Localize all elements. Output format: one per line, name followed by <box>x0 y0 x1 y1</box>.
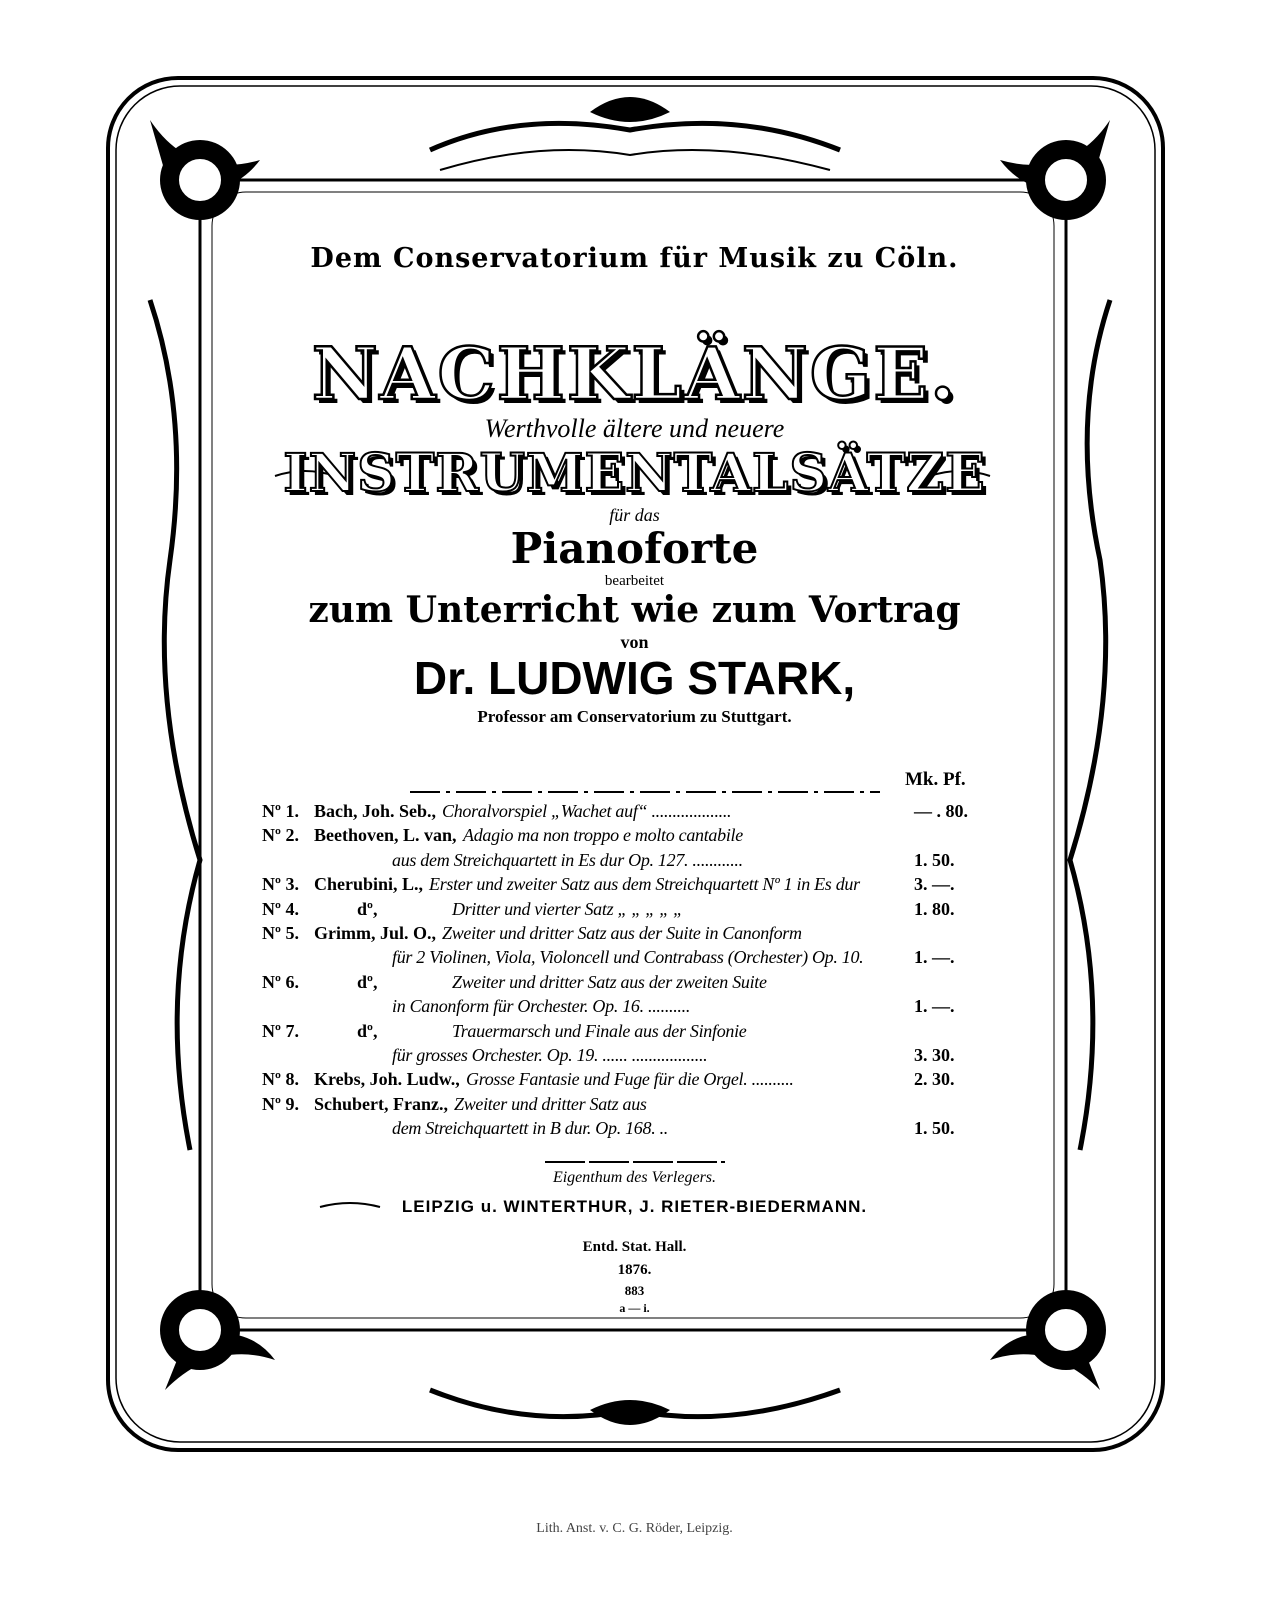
plate-number: 883 <box>624 1283 645 1298</box>
title: NACHKLÄNGE. <box>311 331 958 416</box>
work-title: Grosse Fantasie und Fuge für die Orgel. .......... <box>466 1069 794 1090</box>
work-number: Nº 6. <box>262 971 299 992</box>
work-row <box>262 873 982 897</box>
work-number: Nº 9. <box>262 1093 299 1114</box>
work-row <box>262 1044 982 1068</box>
work-composer: dº, <box>357 971 378 992</box>
work-composer: Grimm, Jul. O., <box>314 923 436 943</box>
work-price: 1. —. <box>914 947 955 968</box>
work-title: Trauermarsch und Finale aus der Sinfonie <box>452 1020 747 1041</box>
work-composer: dº, <box>357 1020 378 1041</box>
plate-sub: a — i. <box>619 1301 650 1315</box>
work-row <box>262 898 982 922</box>
subtitle: Werthvolle ältere und neuere <box>484 414 785 443</box>
author-title: Professor am Conservatorium zu Stuttgart. <box>477 707 792 726</box>
work-number: Nº 1. <box>262 801 299 821</box>
work-title: dem Streichquartett in B dur. Op. 168. .. <box>392 1118 669 1139</box>
work-row <box>262 995 982 1019</box>
work-title: Zweiter und dritter Satz aus der zweiten Suite <box>452 971 767 992</box>
year: 1876. <box>617 1262 652 1278</box>
work-row <box>262 1093 982 1117</box>
author: Dr. LUDWIG STARK, <box>413 652 856 704</box>
work-composer: Bach, Joh. Seb., <box>314 801 437 821</box>
work-price: — . 80. <box>914 801 968 821</box>
work-price: 1. 50. <box>914 1118 955 1139</box>
work-composer: Cherubini, L., <box>314 874 424 895</box>
dedication: Dem Conservatorium für Musik zu Cöln. <box>310 243 959 274</box>
price-header: Mk. Pf. <box>905 769 966 790</box>
work-title: Zweiter und dritter Satz aus <box>454 1093 647 1114</box>
work-row <box>262 922 982 946</box>
work-title: für grosses Orchester. Op. 19. ...... .................. <box>392 1045 708 1065</box>
work-title: in Canonform für Orchester. Op. 16. .......... <box>392 996 691 1017</box>
work-row <box>262 849 982 873</box>
purpose: zum Unterricht wie zum Vortrag <box>308 589 961 631</box>
work-composer: Krebs, Joh. Ludw., <box>314 1069 460 1090</box>
von: von <box>620 632 649 652</box>
work-row <box>262 824 982 848</box>
registration: Entd. Stat. Hall. <box>582 1239 687 1255</box>
ownership-note: Eigenthum des Verlegers. <box>552 1169 717 1186</box>
instrument: Pianoforte <box>510 524 759 573</box>
work-number: Nº 7. <box>262 1020 299 1041</box>
work-row <box>262 1020 982 1044</box>
work-number: Nº 8. <box>262 1069 299 1090</box>
work-price: 3. —. <box>914 874 955 895</box>
work-row <box>262 946 982 970</box>
work-number: Nº 5. <box>262 923 299 943</box>
work-price: 1. 50. <box>914 849 955 870</box>
printer-credit: Lith. Anst. v. C. G. Röder, Leipzig. <box>536 1521 733 1536</box>
title-instrumentalsaetze: INSTRUMENTALSÄTZE <box>283 443 986 504</box>
work-row <box>262 800 982 824</box>
work-title: aus dem Streichquartett in Es dur Op. 127. ............ <box>392 849 743 870</box>
work-title: Adagio ma non troppo e molto cantabile <box>463 825 743 846</box>
work-composer: Beethoven, L. van, <box>314 825 457 846</box>
work-price: 3. 30. <box>914 1045 955 1065</box>
work-row <box>262 971 982 995</box>
work-composer: Schubert, Franz., <box>314 1093 448 1114</box>
work-number: Nº 2. <box>262 825 299 846</box>
work-title: Dritter und vierter Satz „ „ „ „ „ <box>452 898 683 919</box>
work-price: 2. 30. <box>914 1069 955 1090</box>
publisher: LEIPZIG u. WINTERTHUR, J. RIETER-BIEDERMANN. <box>401 1197 868 1216</box>
work-number: Nº 3. <box>262 874 299 895</box>
work-title: Erster und zweiter Satz aus dem Streichquartett Nº 1 in Es dur <box>429 874 860 895</box>
work-title: Zweiter und dritter Satz aus der Suite in Canonform <box>442 923 802 943</box>
work-title: Choralvorspiel „Wachet auf“ ................... <box>442 801 732 821</box>
work-number: Nº 4. <box>262 898 299 919</box>
work-row <box>262 1117 982 1141</box>
work-price: 1. —. <box>914 996 955 1017</box>
work-composer: dº, <box>357 898 378 919</box>
bearbeitet: bearbeitet <box>604 573 665 589</box>
work-title: für 2 Violinen, Viola, Violoncell und Contrabass (Orchester) Op. 10. <box>392 947 864 968</box>
fuer-das: für das <box>609 505 660 525</box>
work-row <box>262 1068 982 1092</box>
work-price: 1. 80. <box>914 898 955 919</box>
